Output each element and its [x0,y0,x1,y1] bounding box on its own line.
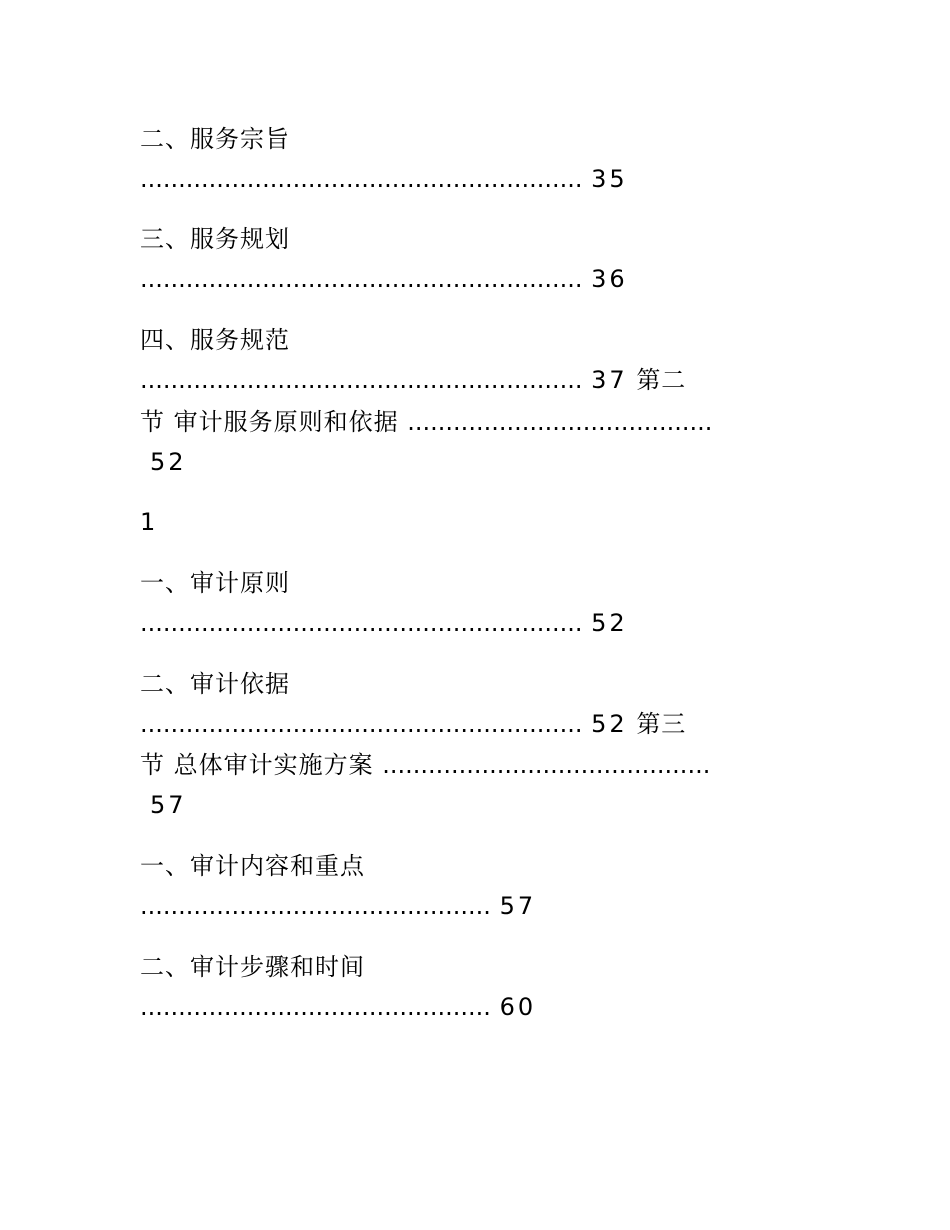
toc-leader-dots: .......................................................... [140,609,583,637]
toc-section-title: 节 审计服务原则和依据 [140,408,399,436]
toc-entry-heading: 一、审计内容和重点 [140,852,365,880]
toc-leader-dots: .......................................................... [140,265,583,293]
toc-page-number: 60 [499,993,537,1021]
toc-page-number: 52 [591,710,628,738]
toc-leader-dots: .......................................................... [140,165,583,193]
toc-section-prefix: 第三 [636,710,687,738]
toc-page-number: 52 [150,448,187,476]
toc-section-title: 节 总体审计实施方案 [140,751,374,779]
toc-page-number: 35 [591,165,628,193]
toc-entry-heading: 二、审计步骤和时间 [140,953,365,981]
toc-entry-heading: 一、审计原则 [140,569,290,597]
toc-entry-leader-line [140,608,628,638]
toc-section-line [140,407,712,437]
toc-page-number: 37 [591,366,628,394]
toc-section-prefix: 第二 [636,366,687,394]
toc-leader-dots: ........................................... [382,751,711,779]
toc-page-number-line [150,790,187,820]
toc-entry-leader-line [140,992,536,1022]
toc-entry-leader-line [140,709,686,739]
toc-section-line [140,750,710,780]
toc-page-number: 57 [499,892,537,920]
toc-leader-dots: .......................................................... [140,710,583,738]
toc-entry-leader-line [140,891,536,921]
toc-page-number: 36 [591,265,628,293]
toc-page-number: 52 [591,609,628,637]
toc-leader-dots: ........................................ [407,408,713,436]
toc-page-number-line [150,447,187,477]
toc-entry-heading: 二、审计依据 [140,670,290,698]
toc-leader-dots: .............................................. [140,892,491,920]
toc-leader-dots: .............................................. [140,993,491,1021]
toc-entry-leader-line [140,164,628,194]
toc-entry-leader-line [140,365,686,395]
toc-entry-heading: 三、服务规划 [140,225,290,253]
toc-entry-leader-line [140,264,628,294]
page-footer-number: 1 [140,508,157,536]
toc-leader-dots: .......................................................... [140,366,583,394]
toc-entry-heading: 四、服务规范 [140,326,290,354]
toc-page-number: 57 [150,791,187,819]
toc-entry-heading: 二、服务宗旨 [140,125,290,153]
